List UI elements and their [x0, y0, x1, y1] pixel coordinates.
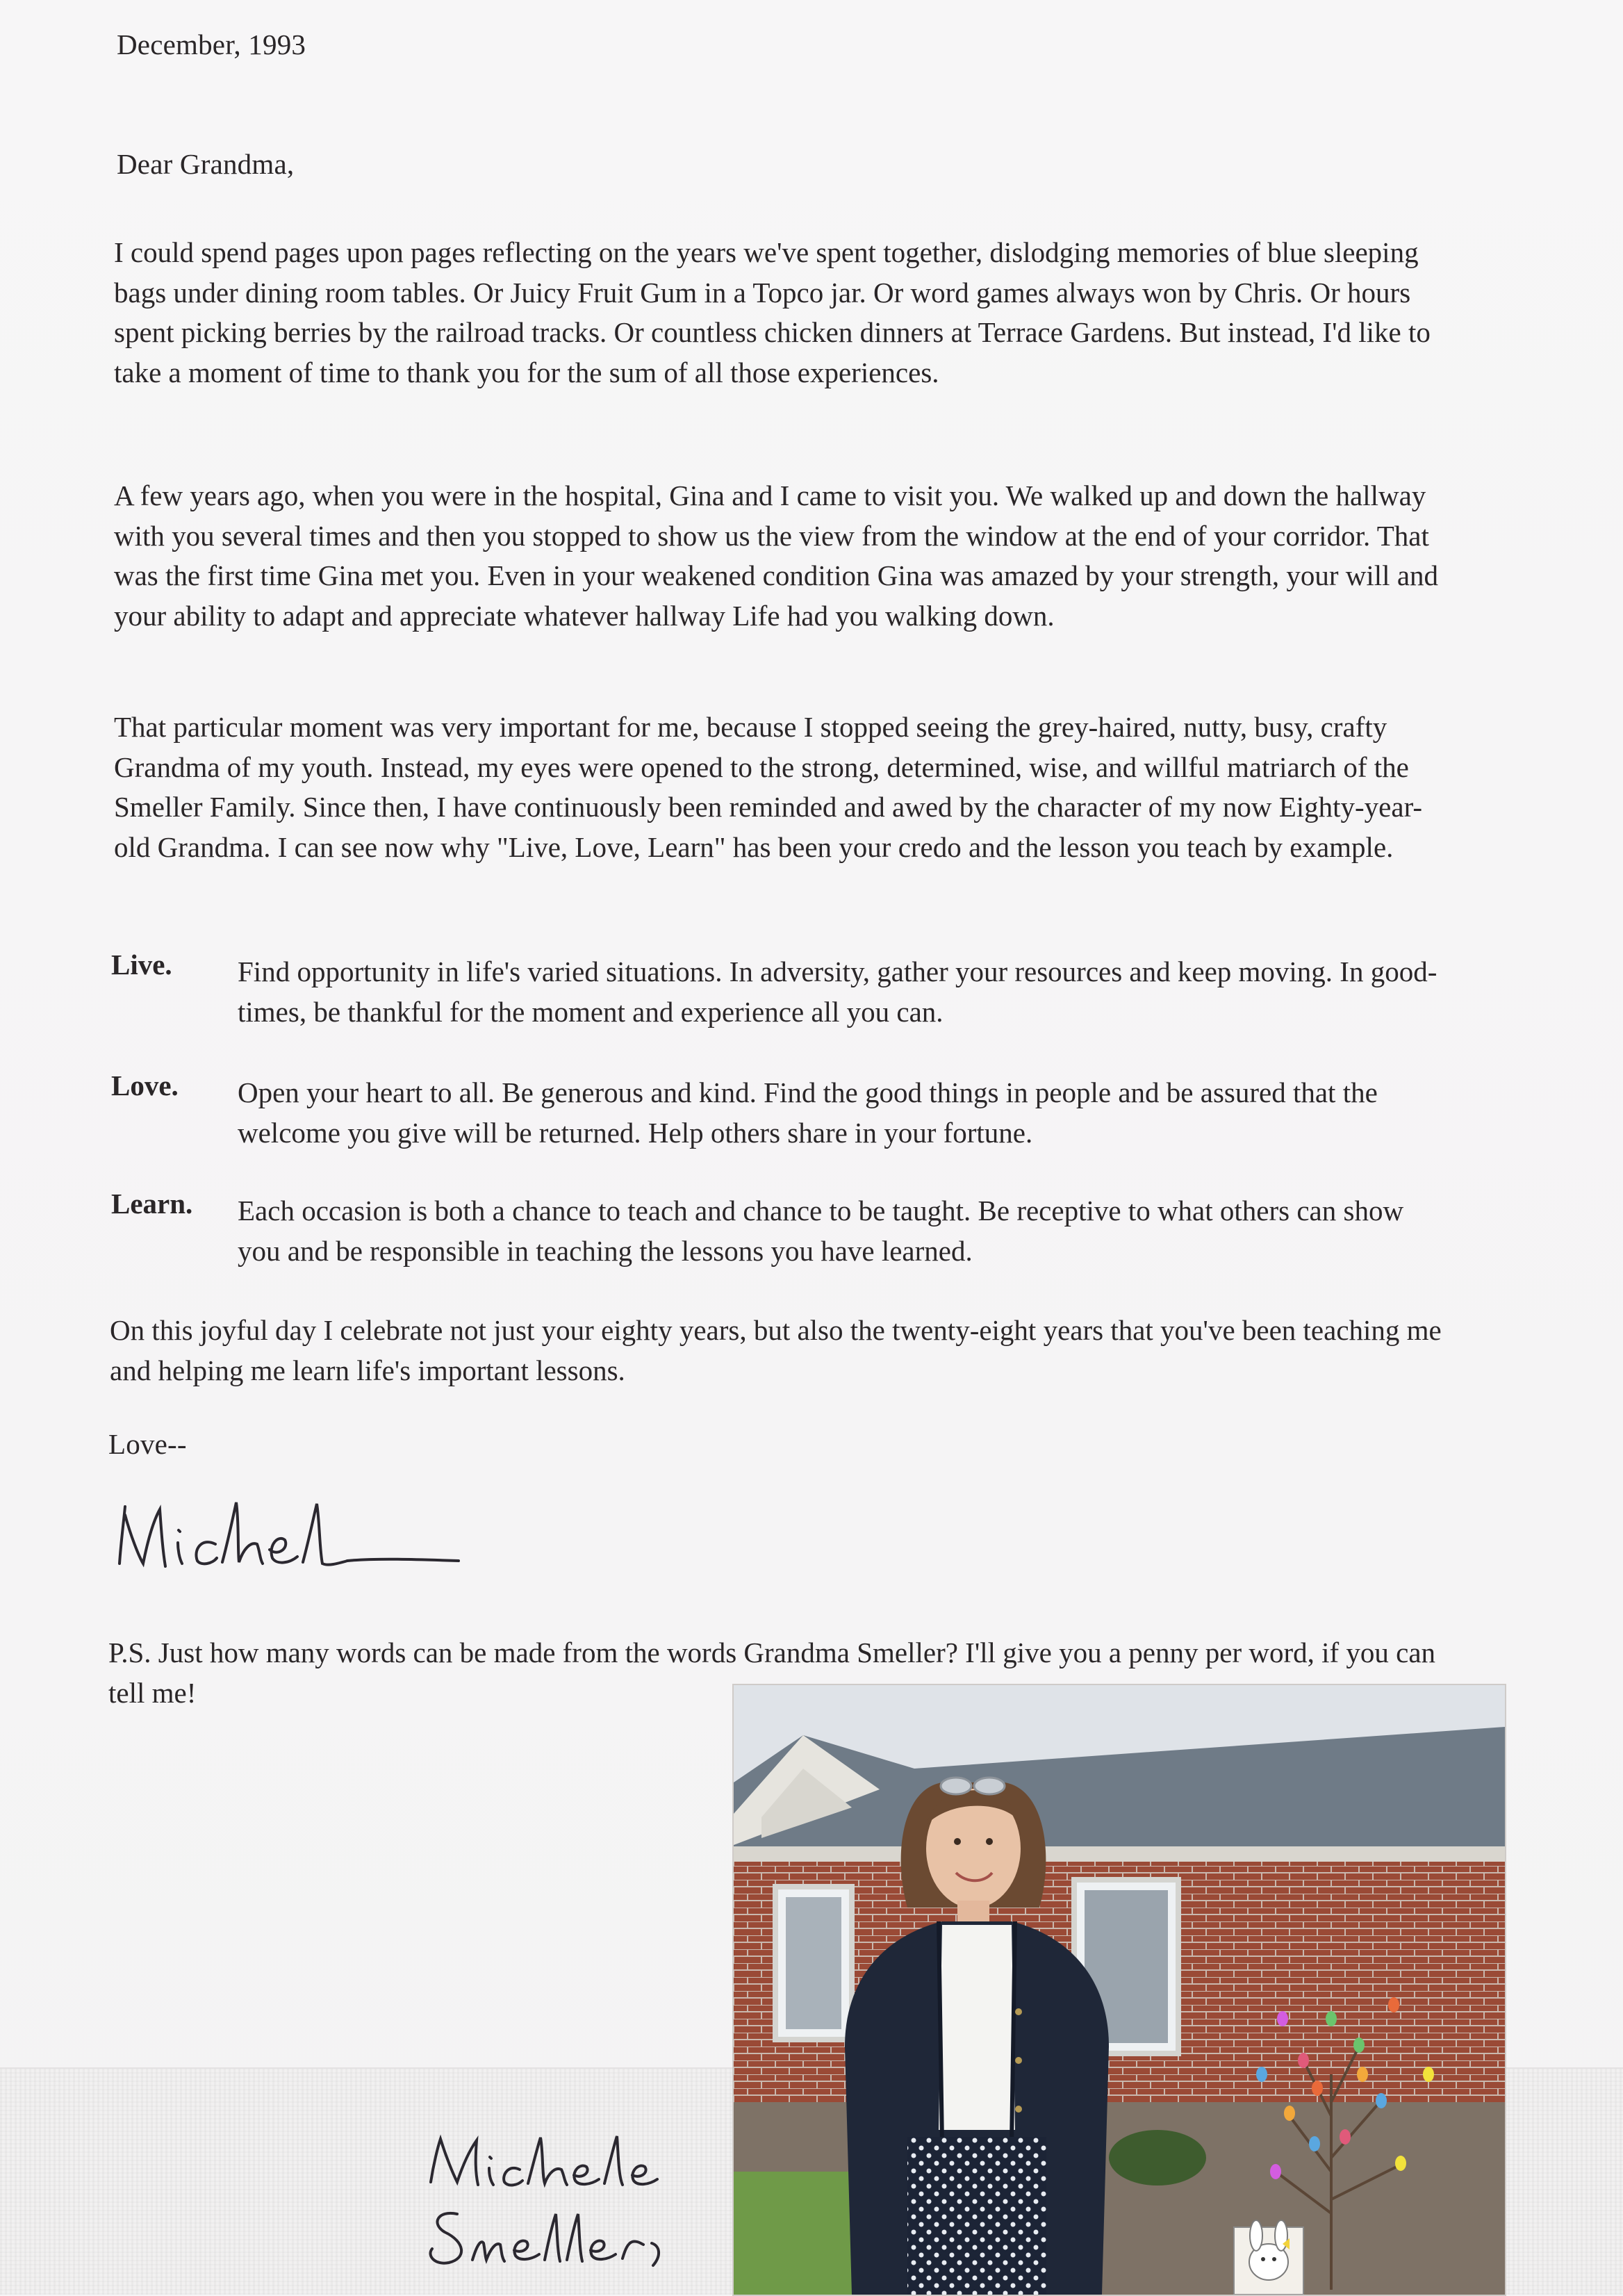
signature-michele: [111, 1494, 472, 1591]
credo-term-live: Live.: [111, 949, 172, 981]
paragraph-matriarch-text: That particular moment was very important for me, because I stopped seeing the grey-haired, nutty, busy, crafty Grandma of my youth. Instead, my eyes were opened to the strong, determined, wise, and willful matriarch of the Smeller Family. Since then, I have continuously been reminded and awed by the character of my now Eighty-year-old Grandma. I can see now why "Live, Love, Learn" has been your credo and the lesson you teach by example.: [114, 711, 1423, 863]
letter-date: December, 1993: [117, 28, 306, 60]
paragraph-celebration-text: On this joyful day I celebrate not just your eighty years, but also the twenty-eight years that you've been teaching me and helping me learn life's important lessons.: [110, 1314, 1442, 1386]
closing: Love--: [108, 1428, 187, 1460]
credo-text-learn: Each occasion is both a chance to teach and chance to be taught. Be receptive to what others can show you and be responsible in teaching the lessons you have learned.: [238, 1195, 1404, 1267]
photo-scene: [734, 1685, 1505, 2295]
soffit: [734, 1846, 1505, 1862]
paragraph-matriarch: [114, 707, 1448, 867]
salutation: Dear Grandma,: [117, 148, 295, 180]
handwritten-name: [417, 2126, 709, 2286]
credo-term-love: Love.: [111, 1069, 179, 1101]
credo-text-live: Find opportunity in life's varied situations. In adversity, gather your resources and keep moving. In good-times, be thankful for the moment and experience all you can.: [238, 956, 1437, 1028]
paragraph-hospital: [114, 476, 1448, 636]
paragraph-memories-text: I could spend pages upon pages reflecting on the years we've spent together, dislodging memories of blue sleeping bags under dining room tables. Or Juicy Fruit Gum in a Topco jar. Or word games always won by Chris. Or hours spent picking berries by the railroad tracks. Or countless chicken dinners at Terrace Gardens. But instead, I'd like to take a moment of time to thank you for the sum of all those experiences.: [114, 236, 1431, 388]
postscript-text: P.S. Just how many words can be made from the words Grandma Smeller? I'll give you a penny per word, if you can tell me!: [108, 1637, 1436, 1709]
paragraph-celebration: [110, 1311, 1444, 1391]
shrub: [1109, 2130, 1206, 2186]
photo-woman-in-front-of-building: [732, 1684, 1506, 2296]
paragraph-hospital-text: A few years ago, when you were in the hospital, Gina and I came to visit you. We walked up and down the hallway with you several times and then you stopped to show us the view from the window at the end of your corridor. That was the first time Gina met you. Even in your weakened condition Gina was amazed by your strength, your will and your ability to adapt and appreciate whatever hallway Life had you walking down.: [114, 479, 1439, 632]
paragraph-memories: [114, 233, 1448, 393]
credo-text-love: Open your heart to all. Be generous and kind. Find the good things in people and be assured that the welcome you give will be returned. Help others share in your fortune.: [238, 1076, 1378, 1149]
credo-term-learn: Learn.: [111, 1188, 193, 1220]
bunny-sign: [1234, 2220, 1303, 2295]
